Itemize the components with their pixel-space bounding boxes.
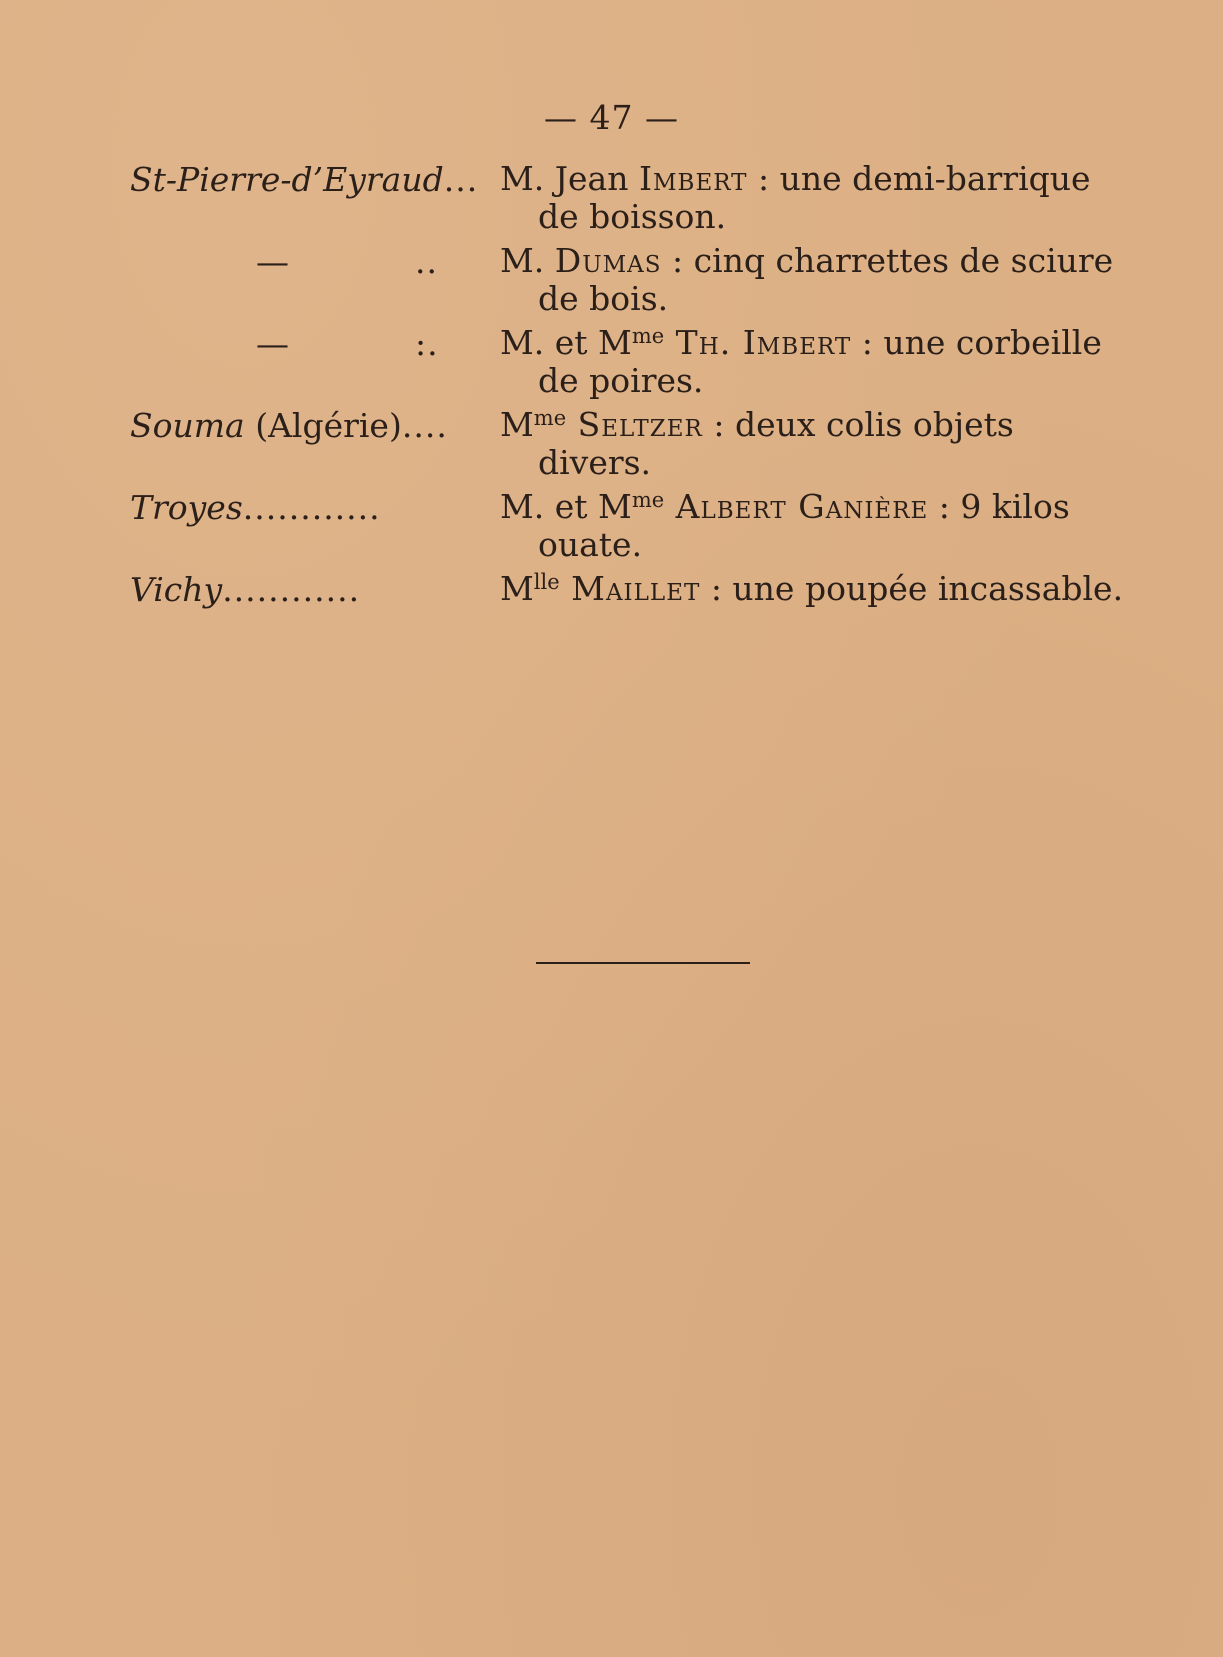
list-item	[130, 570, 1145, 610]
donation-description	[500, 160, 1145, 236]
place-suffix: (Algérie)	[244, 406, 402, 445]
donor-name: Albert Ganière	[664, 487, 929, 526]
donor-prefix: M	[500, 569, 534, 608]
donation-text: : une demi-barrique	[747, 159, 1091, 198]
donation-description	[500, 242, 1145, 318]
place-name: Vichy	[130, 570, 223, 609]
donor-prefix: M.	[500, 241, 555, 280]
donor-prefix: M. et M	[500, 487, 632, 526]
donation-continuation: de bois.	[538, 279, 669, 318]
dot-leader: :.	[415, 324, 439, 363]
place-column	[130, 406, 500, 446]
donor-prefix: M. et M	[500, 323, 632, 362]
donation-list	[130, 160, 1145, 616]
place-column	[130, 324, 500, 364]
list-item	[130, 160, 1145, 236]
place-name: St-Pierre-d’Eyraud	[130, 160, 444, 199]
title-superscript: me	[631, 488, 665, 512]
title-superscript: me	[631, 324, 665, 348]
place-column	[130, 242, 500, 282]
list-item	[130, 242, 1145, 318]
donation-text: : une poupée incassable.	[700, 569, 1124, 608]
page-number: — 47 —	[544, 98, 679, 137]
donation-description	[500, 406, 1145, 482]
donation-continuation: ouate.	[538, 525, 643, 564]
donation-text: : cinq charrettes de sciure	[661, 241, 1114, 280]
donor-name: Maillet	[559, 569, 701, 608]
donation-text: : une corbeille	[851, 323, 1102, 362]
place-column	[130, 488, 500, 528]
dot-leader: ............	[242, 488, 381, 527]
place-column	[130, 570, 500, 610]
dot-leader: ..	[415, 242, 438, 281]
donor-name: Imbert	[638, 159, 748, 198]
place-name: Souma	[130, 406, 245, 445]
donor-name: Th. Imbert	[664, 323, 852, 362]
dot-leader: ....	[401, 406, 448, 445]
donation-description	[500, 570, 1145, 608]
place-column	[130, 160, 500, 200]
dot-leader: ...	[443, 160, 479, 199]
donor-prefix: M. Jean	[500, 159, 639, 198]
title-superscript: lle	[533, 570, 560, 594]
closing-rule	[536, 962, 750, 964]
ditto-dash: —	[256, 242, 289, 281]
donor-prefix: M	[500, 405, 534, 444]
list-item	[130, 406, 1145, 482]
place-name: Troyes	[130, 488, 243, 527]
title-superscript: me	[533, 406, 567, 430]
donation-continuation: divers.	[538, 443, 652, 482]
donor-name: Dumas	[554, 241, 662, 280]
donor-name: Seltzer	[566, 405, 703, 444]
ditto-dash: —	[256, 324, 289, 363]
donation-description	[500, 324, 1145, 400]
list-item	[130, 488, 1145, 564]
donation-continuation: de boisson.	[538, 197, 727, 236]
list-item	[130, 324, 1145, 400]
donation-text: : deux colis objets	[702, 405, 1014, 444]
dot-leader: ............	[222, 570, 361, 609]
donation-continuation: de poires.	[538, 361, 704, 400]
donation-description	[500, 488, 1145, 564]
donation-text: : 9 kilos	[928, 487, 1070, 526]
